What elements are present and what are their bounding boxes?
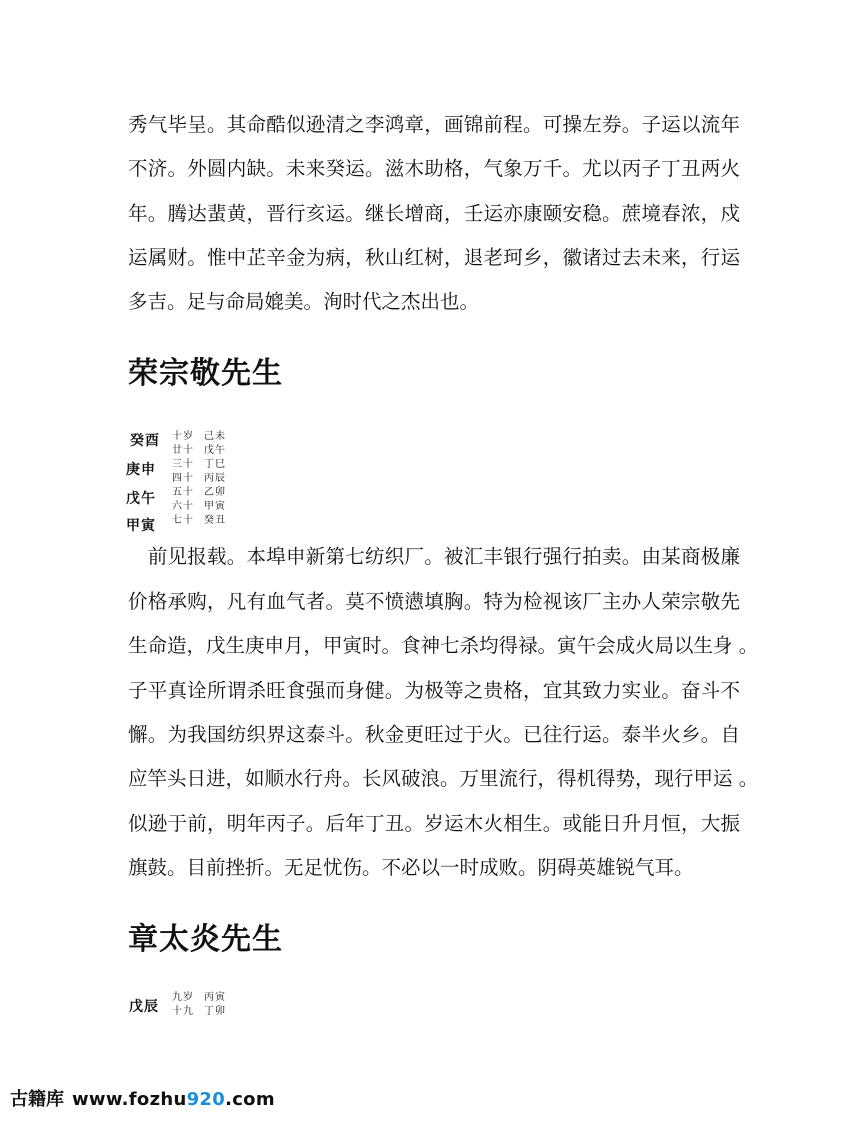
section-title: 荣宗敬先生 [128,356,283,391]
luck-pillar: 甲寅 [204,501,226,512]
text-line: 前见报载。本埠申新第七纺织厂。被汇丰银行强行拍卖。由某商极廉 [128,545,740,568]
url-suffix: .com [225,1089,275,1110]
text-line: 生命造，戊生庚申月，甲寅时。食神七杀均得禄。寅午会成火局以生身 。 [128,634,759,657]
luck-pillar: 乙卯 [204,487,226,498]
luck-age: 十九 [172,1006,194,1017]
luck-age: 四十 [172,473,194,484]
luck-pillar: 丁巳 [204,459,226,470]
text-line: 价格承购，凡有血气者。莫不愤懑填胸。特为检视该厂主办人荣宗敬先 [128,590,740,613]
luck-age: 五十 [172,487,194,498]
site-watermark [10,1088,275,1112]
luck-pillar: 丙辰 [204,473,226,484]
day-pillar: 戊午 [126,491,156,507]
url-number: 920 [186,1089,226,1110]
luck-age: 廿十 [172,445,194,456]
year-pillar: 癸酉 [130,433,160,449]
site-name: 古籍库 [10,1089,64,1110]
section-title: 章太炎先生 [128,922,283,957]
luck-age: 六十 [172,501,194,512]
text-line: 似逊于前，明年丙子。后年丁丑。岁运木火相生。或能日升月恒，大振 [128,812,740,835]
luck-age: 九岁 [172,992,194,1003]
url-prefix: www.fozhu [72,1089,187,1110]
luck-age: 十岁 [172,431,194,442]
text-line: 懈。为我国纺织界这泰斗。秋金更旺过于火。已往行运。泰半火乡。自 [128,723,740,746]
text-line: 子平真诠所谓杀旺食强而身健。为极等之贵格，宜其致力实业。奋斗不 [128,679,740,702]
luck-pillar: 丁卯 [204,1006,226,1017]
luck-age: 三十 [172,459,194,470]
luck-pillar: 戊午 [204,445,226,456]
month-pillar: 庚申 [126,462,156,478]
luck-pillar: 丙寅 [204,992,226,1003]
hour-pillar: 甲寅 [126,518,156,534]
text-line: 秀气毕呈。其命酷似逊清之李鸿章，画锦前程。可操左券。子运以流年 [128,113,740,136]
text-line: 不济。外圆内缺。未来癸运。滋木助格，气象万千。尤以丙子丁丑两火 [128,157,740,180]
luck-pillar: 癸丑 [204,515,226,526]
site-url [72,1089,275,1110]
luck-pillar: 己未 [204,431,226,442]
text-line: 旗鼓。目前挫折。无足忧伤。不必以一时成败。阴碍英雄锐气耳。 [128,856,694,879]
luck-age: 七十 [172,515,194,526]
text-line: 多吉。足与命局媲美。洵时代之杰出也。 [128,290,480,313]
text-line: 年。腾达蜚黄，晋行亥运。继长增商，壬运亦康颐安稳。蔗境春浓，戍 [128,202,740,225]
text-line: 应竿头日进，如顺水行舟。长风破浪。万里流行，得机得势，现行甲运 。 [128,767,759,790]
year-pillar: 戊辰 [129,999,159,1015]
text-line: 运属财。惟中芷辛金为病，秋山红树，退老珂乡，徽诸过去未来，行运 [128,246,740,269]
